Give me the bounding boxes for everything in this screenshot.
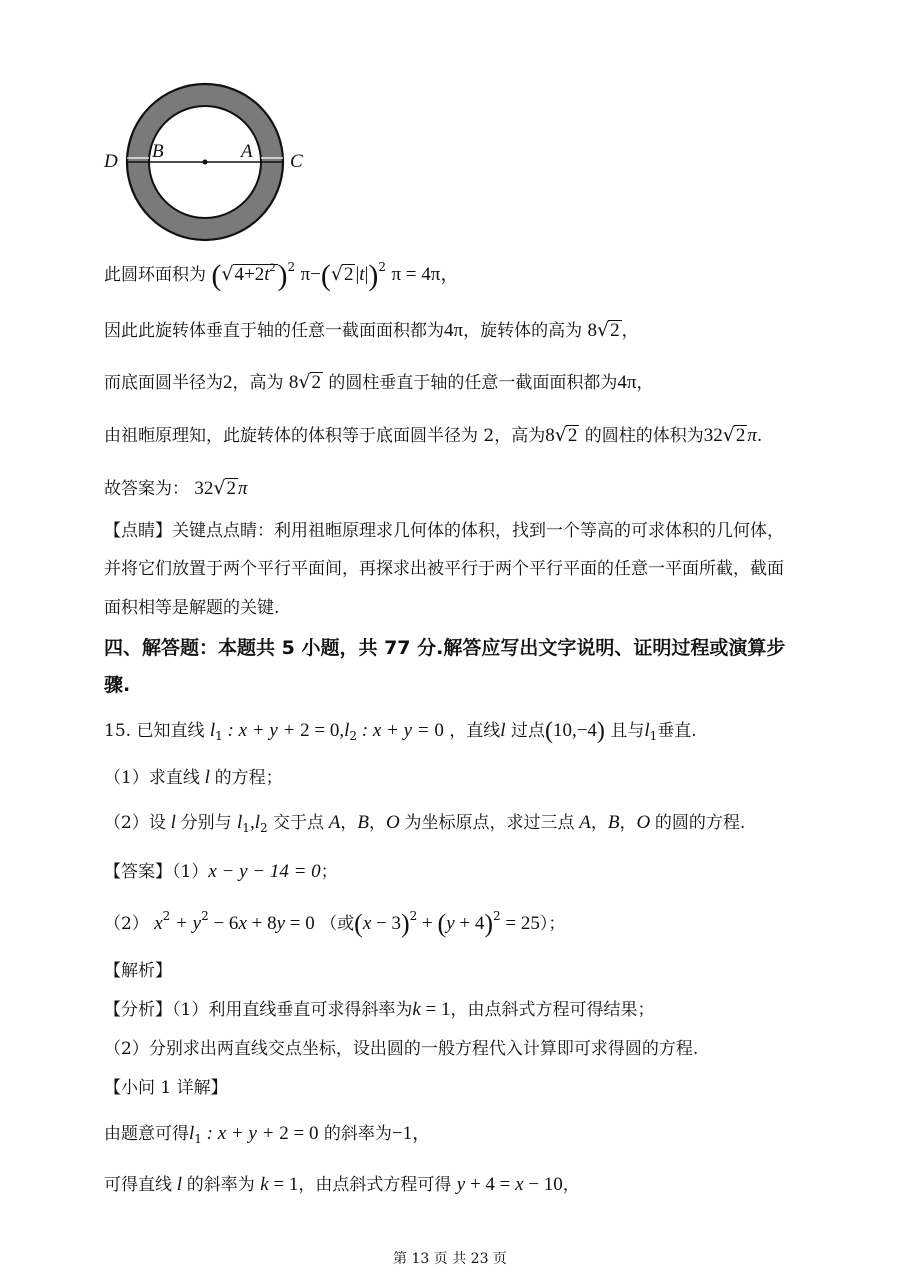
annulus-figure	[100, 80, 320, 245]
cylinder-line: 而底面圆半径为2，高为 8√2 的圆柱垂直于轴的任意一截面面积都为4π，	[104, 371, 654, 393]
center-point	[203, 160, 208, 165]
key-point-line-2: 并将它们放置于两个平行平面间，再探求出被平行于两个平行平面的任意一平面所截，截面	[104, 559, 784, 579]
question-15-part-2: （2）设 l 分别与 $l_1,l_2$ 交于点 A，B，O 为坐标原点，求过三点 A，B，O 的圆的方程.	[104, 812, 746, 835]
answer-part-1: 【答案】（1）x − y − 14 = 0；	[104, 861, 338, 882]
label-B: B	[152, 141, 164, 162]
analysis-title: 【解析】	[104, 961, 172, 981]
question-15-part-1: （1）求直线 l 的方程；	[104, 767, 283, 788]
solution-line-1: 由题意可得$l_1$ : x + y + 2 = 0 的斜率为−1，	[104, 1123, 432, 1146]
section-heading-2: 骤.	[104, 674, 131, 696]
answer-part-2: （2） $x^2 + y^2 - 6x + 8y = 0$ （或$(x - 3)^2 + (y + 4)^2 = 25$）；	[104, 909, 566, 938]
key-point-line-3: 面积相等是解题的关键.	[104, 598, 280, 618]
sub-question-1-title: 【小问 1 详解】	[104, 1078, 228, 1098]
cross-section-line: 因此此旋转体垂直于轴的任意一截面面积都为4π，旋转体的高为 8√2 ，	[104, 319, 639, 341]
zu-geng-line: 由祖暅原理知，此旋转体的体积等于底面圆半径为 2，高为8√2 的圆柱的体积为32√2 π.	[104, 424, 763, 446]
solution-line-2: 可得直线 l 的斜率为 k = 1，由点斜式方程可得 y + 4 = x − 10，	[104, 1174, 580, 1195]
answer-line-14: 故答案为： 32√2 π	[104, 477, 248, 499]
analysis-part-1: 【分析】（1）利用直线垂直可求得斜率为k = 1，由点斜式方程可得结果；	[104, 999, 655, 1020]
label-C: C	[290, 151, 303, 172]
page-footer: 第 13 页 共 23 页	[393, 1251, 507, 1267]
question-15: 15. 已知直线 $l_1$ : $x + y + 2 = 0,l_2$ : x + y = 0 ，直线l 过点(10,−4) 且与$l_1$垂直.	[104, 718, 697, 744]
area-line: 此圆环面积为 $(√4+2t^2)^2$ π−(√2 |t|)$^2$ π = 4π，	[104, 259, 460, 292]
key-point-line-1: 【点睛】关键点点睛：利用祖暅原理求几何体的体积，找到一个等高的可求体积的几何体，	[104, 521, 784, 541]
label-D: D	[104, 151, 118, 172]
analysis-part-2: （2）分别求出两直线交点坐标，设出圆的一般方程代入计算即可求得圆的方程.	[104, 1039, 699, 1059]
section-heading-1: 四、解答题：本题共 5 小题，共 77 分.解答应写出文字说明、证明过程或演算步	[104, 637, 786, 659]
label-A: A	[241, 141, 253, 162]
